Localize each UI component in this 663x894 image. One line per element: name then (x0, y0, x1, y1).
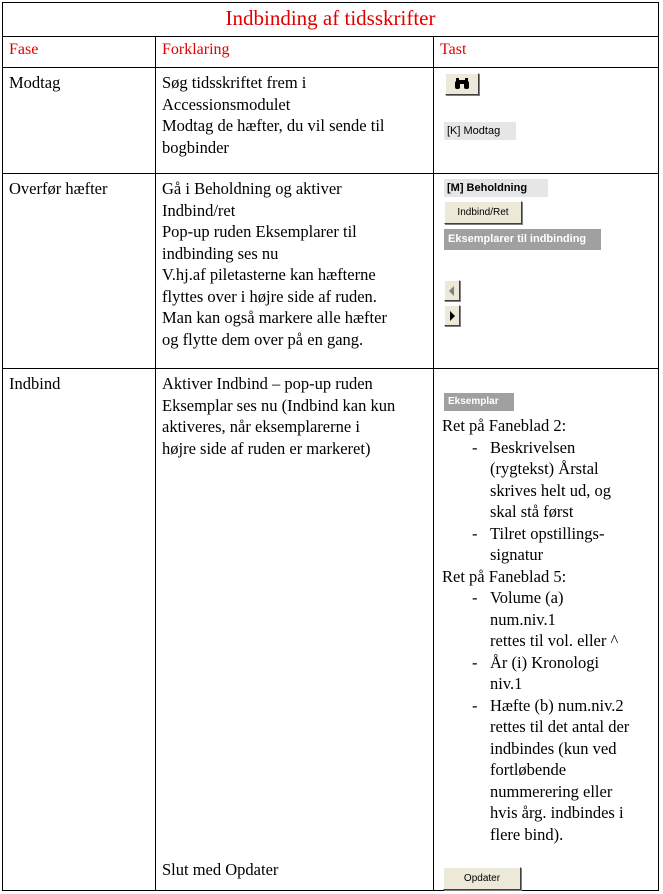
slut-text: Slut med Opdater (162, 860, 279, 879)
search-button[interactable] (445, 73, 479, 95)
text-line: rettes til vol. eller ^ (490, 631, 619, 650)
table-row-modtag (3, 68, 658, 174)
text-line: hvis årg. indbindes i (490, 803, 624, 822)
list-item (472, 695, 656, 846)
text-line: flere bind). (490, 824, 564, 844)
text-line: skrives helt ud, og (490, 480, 611, 500)
text-line: - Volume (a) (490, 588, 564, 607)
text-line: Man kan også markere alle hæfter (162, 308, 387, 327)
move-left-button[interactable] (444, 280, 460, 301)
text-line: indbinding ses nu (162, 243, 279, 263)
text-line: Accessionsmodulet (162, 94, 291, 114)
text-line: Indbind/ret (162, 200, 236, 220)
text-line: rettes til det antal der (490, 717, 630, 736)
eksemplar-titlebar: Eksemplar (444, 393, 514, 411)
instruction-table (2, 2, 659, 891)
header-tast: Tast (440, 41, 467, 58)
text-line: num.niv.1 (490, 609, 556, 629)
text-line: Gå i Beholdning og aktiver (162, 179, 342, 198)
list-item (472, 652, 656, 695)
fase-cell: Overfør hæfter (3, 174, 156, 368)
text-line: og flytte dem over på en gang. (162, 329, 364, 349)
text-line: V.hj.af piletasterne kan hæfterne (162, 265, 376, 284)
fase-cell: Indbind (3, 369, 156, 890)
move-right-button[interactable] (444, 305, 460, 326)
text-line: Søg tidsskriftet frem i (162, 73, 307, 92)
forklaring-cell (156, 68, 434, 173)
text-line: aktiveres, når eksemplarerne i (162, 417, 360, 436)
text-line: - Tilret opstillings- (490, 523, 605, 543)
text-line: - Beskrivelsen (490, 437, 576, 457)
faneblad-2-list (442, 437, 656, 566)
list-item (472, 437, 656, 523)
text-line: (rygtekst) Årstal (490, 459, 599, 478)
faneblad-5-list (442, 587, 656, 845)
table-row-overfoer (3, 174, 658, 369)
faneblad-5-heading: Ret på Faneblad 5: (442, 566, 567, 586)
text-line: - Hæfte (b) num.niv.2 (490, 695, 624, 715)
text-line: nummerering eller (490, 781, 613, 801)
header-fase: Fase (3, 37, 156, 67)
text-line: Pop-up ruden Eksemplarer til (162, 222, 357, 241)
binoculars-icon (453, 77, 471, 91)
header-forklaring: Forklaring (156, 37, 434, 67)
header-row (3, 37, 658, 68)
text-line: Modtag de hæfter, du vil sende til (162, 116, 385, 135)
text-line: signatur (490, 545, 544, 564)
table-title: Indbinding af tidsskrifter (3, 3, 658, 37)
text-line: fortløbende (490, 760, 567, 779)
tast-cell (434, 68, 658, 173)
list-item (472, 523, 656, 566)
beholdning-menu[interactable]: [M] Beholdning (444, 179, 548, 197)
tast-cell (434, 174, 658, 368)
opdater-button[interactable]: Opdater (443, 867, 521, 890)
modtag-button[interactable]: [K] Modtag (444, 122, 516, 140)
text-line: Eksemplar ses nu (Indbind kan kun (162, 395, 396, 415)
arrow-left-icon (447, 285, 457, 297)
text-line: højre side af ruden er markeret) (162, 438, 371, 458)
indbind-ret-button[interactable]: Indbind/Ret (444, 201, 522, 224)
faneblad-2-heading: Ret på Faneblad 2: (442, 416, 567, 435)
text-line: niv.1 (490, 674, 523, 693)
text-line: bogbinder (162, 137, 229, 157)
list-item (472, 587, 656, 652)
fase-cell: Modtag (3, 68, 156, 173)
text-line: - År (i) Kronologi (490, 652, 600, 672)
tast-instructions (442, 415, 656, 845)
window-titlebar: Eksemplarer til indbinding (444, 229, 601, 250)
arrow-right-icon (447, 310, 457, 322)
forklaring-cell (156, 174, 434, 368)
table-row-indbind (3, 369, 658, 890)
text-line: Aktiver Indbind – pop-up ruden (162, 374, 373, 393)
tast-cell (434, 369, 658, 890)
text-line: skal stå først (490, 502, 574, 521)
text-line: flyttes over i højre side af ruden. (162, 286, 377, 306)
forklaring-cell (156, 369, 434, 890)
text-line: indbindes (kun ved (490, 738, 617, 758)
